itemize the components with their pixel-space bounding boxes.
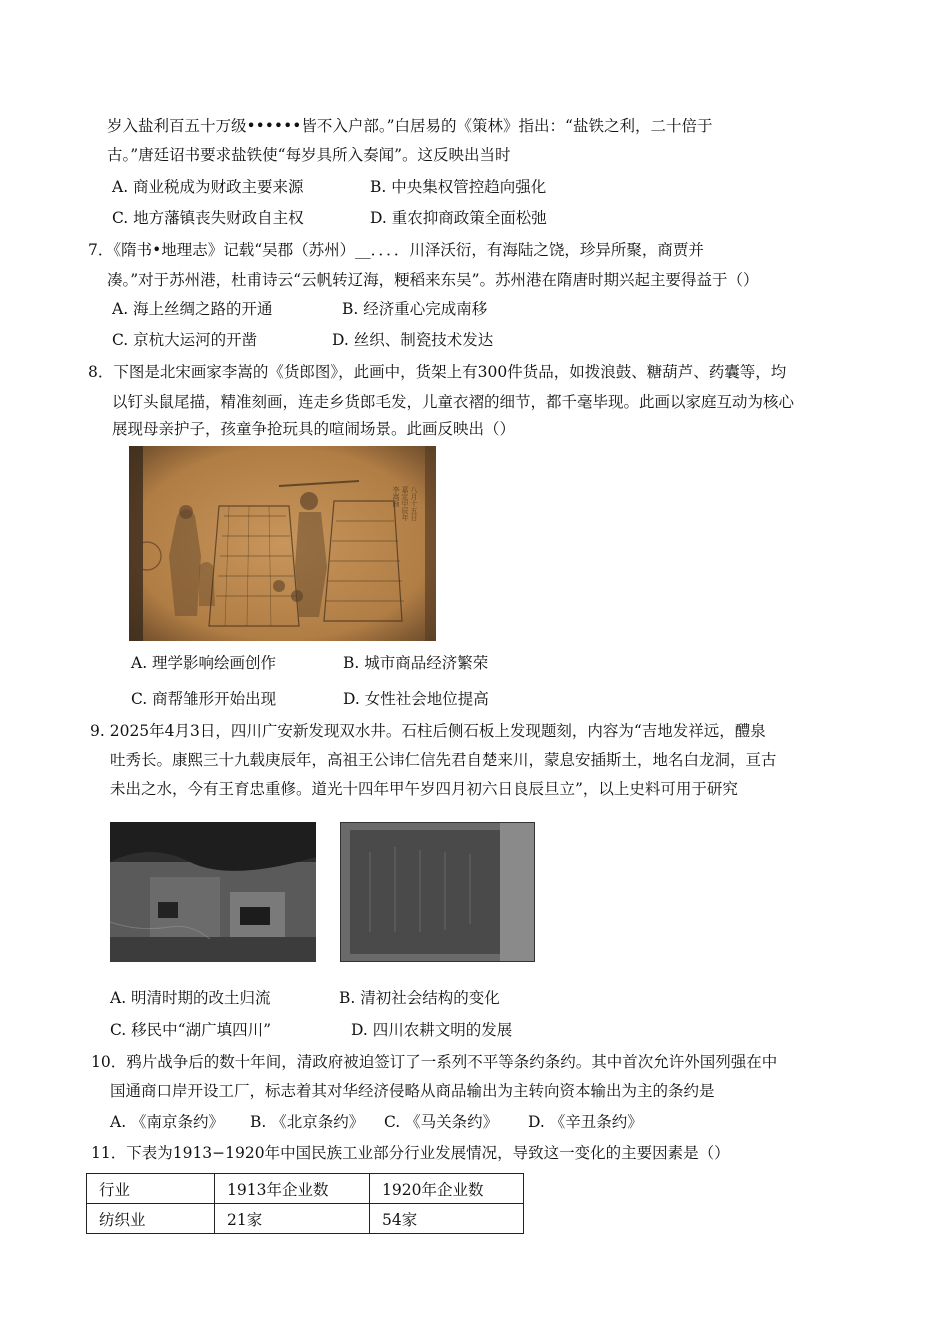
table-cell: 纺织业 [87,1204,215,1234]
q6-line-2: 古。”唐廷诏书要求盐铁使“每岁具所入奏闻”。这反映出当时 [107,146,511,164]
q9-line-1: 9. 2025年4月3日，四川广安新发现双水井。石柱后侧石板上发现题刻，内容为“吉地发祥远，醴泉 [90,722,766,740]
q10-option-d[interactable]: D. 《辛丑条约》 [528,1113,643,1131]
q6-line-1: 岁入盐利百五十万级••••••皆不入户部。”白居易的《策林》指出：“盐铁之利，二十倍于 [107,117,713,135]
q10-line-2: 国通商口岸开设工厂，标志着其对华经济侵略从商品输出为主转向资本输出为主的条约是 [110,1082,715,1100]
q8-option-a[interactable]: A. 理学影响绘画创作 [131,654,277,672]
q7-option-c[interactable]: C. 京杭大运河的开凿 [112,331,258,349]
table-header-cell: 行业 [87,1174,215,1204]
q9-option-a[interactable]: A. 明清时期的改土归流 [110,989,271,1007]
industry-table [86,1173,524,1234]
q7-option-a[interactable]: A. 海上丝绸之路的开通 [112,300,273,318]
q10-option-a[interactable]: A. 《南京条约》 [110,1113,225,1131]
svg-text:李嵩画: 李嵩画 [392,486,400,507]
q6-option-c[interactable]: C. 地方藩镇丧失财政自主权 [112,209,304,227]
painting-inscription: 八月十五日 [410,486,418,521]
q6-option-d[interactable]: D. 重农抑商政策全面松弛 [370,209,547,227]
well-photo-left [110,822,316,962]
q7-option-d[interactable]: D. 丝织、制瓷技术发达 [332,331,494,349]
q8-option-d[interactable]: D. 女性社会地位提高 [343,690,489,708]
q8-line-1: 8．下图是北宋画家李嵩的《货郎图》，此画中，货架上有300件货品，如拨浪鼓、糖葫芦、药囊等，均 [88,363,787,381]
q9-line-3: 未出之水，今有王育忠重修。道光十四年甲午岁四月初六日良辰旦立”，以上史料可用于研究 [110,780,738,798]
q7-option-b[interactable]: B. 经济重心完成南移 [342,300,488,318]
q9-line-2: 吐秀长。康熙三十九载庚辰年，高祖王公讳仁信先君自楚来川，蒙息安插斯土，地名白龙洞，亘古 [110,751,777,769]
q7-line-2: 凑。”对于苏州港，杜甫诗云“云帆转辽海，粳稻来东吴”。苏州港在隋唐时期兴起主要得益于（） [107,271,759,289]
table-row [87,1204,524,1234]
q8-line-3: 展现母亲护子，孩童争抢玩具的喧闹场景。此画反映出（） [112,420,516,438]
well-photo-right [340,822,535,962]
q8-option-c[interactable]: C. 商帮雏形开始出现 [131,690,277,708]
q9-option-b[interactable]: B. 清初社会结构的变化 [339,989,500,1007]
table-cell: 54家 [370,1204,524,1234]
q8-option-b[interactable]: B. 城市商品经济繁荣 [343,654,489,672]
table-header-cell: 1913年企业数 [215,1174,370,1204]
q11-line-1: 11．下表为1913−1920年中国民族工业部分行业发展情况，导致这一变化的主要因素是（） [91,1144,730,1162]
q6-option-a[interactable]: A. 商业税成为财政主要来源 [112,178,304,196]
table-header-cell: 1920年企业数 [370,1174,524,1204]
svg-text:嘉定甲辰年: 嘉定甲辰年 [401,486,409,521]
q10-option-b[interactable]: B. 《北京条约》 [250,1113,365,1131]
q9-option-c[interactable]: C. 移民中“湖广填四川” [110,1021,272,1039]
q10-option-c[interactable]: C. 《马关条约》 [384,1113,499,1131]
q9-option-d[interactable]: D. 四川农耕文明的发展 [351,1021,513,1039]
huolang-painting-image [129,446,436,641]
q7-line-1: 7．《隋书•地理志》记载“吴郡（苏州）__．．．．川泽沃衍，有海陆之饶，珍异所聚，商贾并 [88,241,704,259]
q6-option-b[interactable]: B. 中央集权管控趋向强化 [370,178,547,196]
q10-line-1: 10．鸦片战争后的数十年间，清政府被迫签订了一系列不平等条约条约。其中首次允许外国列强在中 [91,1053,778,1071]
table-cell: 21家 [215,1204,370,1234]
table-header-row [87,1174,524,1204]
q8-line-2: 以钉头鼠尾描，精准刻画，连走乡货郎毛发，儿童衣褶的细节，都千毫毕现。此画以家庭互动为核心 [112,393,795,411]
